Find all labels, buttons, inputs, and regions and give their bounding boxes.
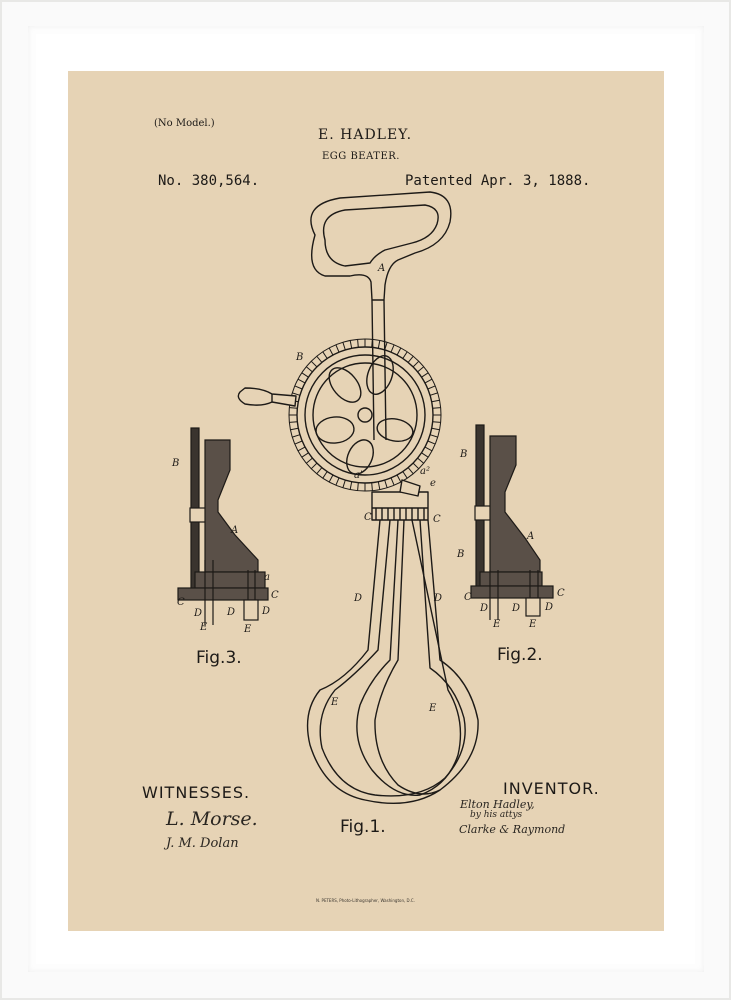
gear-tooth — [292, 435, 300, 437]
gear-tooth — [418, 458, 424, 463]
fig1-caption: Fig.1. — [340, 817, 386, 837]
part-label-a2-fig1: a² — [420, 466, 430, 477]
part-label-c1-fig1: C — [364, 512, 372, 523]
part-label-d1-fig1: D — [354, 593, 363, 604]
part-label-b2-fig2: B — [457, 549, 465, 560]
patent-date: Patented Apr. 3, 1888. — [405, 173, 591, 189]
part-label-d1-fig2: D — [480, 603, 489, 614]
part-label-c2-fig1: C — [433, 514, 441, 525]
fig2-cross-section — [471, 425, 553, 620]
gear-tooth — [289, 422, 297, 423]
part-label-e2-fig2: E — [529, 619, 537, 630]
gear-tooth — [329, 348, 333, 355]
fig1-gear-wheel — [297, 347, 433, 483]
part-label-e2-fig1: E — [429, 703, 437, 714]
gear-tooth — [378, 482, 380, 490]
gear-tooth — [298, 447, 305, 451]
gear-tooth — [433, 422, 441, 423]
gear-tooth — [350, 482, 352, 490]
witness-signature-1: L. Morse. — [166, 808, 258, 830]
part-label-d1-fig3: D — [194, 608, 203, 619]
part-label-b-fig3: B — [172, 458, 180, 469]
part-label-c2-fig3: C — [271, 590, 279, 601]
gear-tooth — [298, 379, 305, 383]
gear-tooth — [295, 386, 302, 389]
gear-tooth — [343, 480, 345, 488]
no-model-label: (No Model.) — [154, 118, 215, 129]
part-label-c2-fig2: C — [557, 588, 565, 599]
part-label-d2-fig3: D — [227, 607, 236, 618]
fig2-caption: Fig.2. — [497, 645, 543, 665]
gear-tooth — [302, 373, 309, 377]
part-label-b-fig1: B — [296, 352, 304, 363]
gear-tooth — [425, 379, 432, 383]
gear-tooth — [311, 361, 317, 367]
gear-tooth — [433, 408, 441, 409]
gear-tooth — [336, 478, 339, 485]
gear-tooth — [358, 483, 359, 491]
gear-tooth — [317, 468, 322, 474]
gear-tooth — [311, 463, 317, 469]
gear-tooth — [306, 367, 312, 372]
gear-tooth — [428, 386, 435, 389]
gear-tooth — [432, 428, 440, 430]
fig1-handle — [311, 192, 451, 440]
part-label-e1-fig3: E — [200, 622, 208, 633]
gear-tooth — [425, 447, 432, 451]
gear-tooth — [358, 339, 359, 347]
part-label-e-fig1: e — [430, 478, 436, 489]
gear-tooth — [385, 480, 387, 488]
gear-tooth — [329, 475, 333, 482]
fig1-gear-teeth — [289, 339, 441, 491]
gear-tooth — [291, 428, 299, 430]
invention-title: EGG BEATER. — [322, 151, 400, 162]
gear-tooth — [430, 435, 438, 437]
fig1-pinion-block — [372, 480, 428, 520]
by-attorneys-note: by his attys — [470, 810, 523, 820]
gear-tooth — [397, 475, 401, 482]
part-label-a1-fig1: a' — [354, 470, 363, 481]
part-label-a-fig3: A — [231, 525, 239, 536]
gear-tooth — [422, 453, 429, 457]
gear-tooth — [408, 468, 413, 474]
gear-tooth — [372, 339, 373, 347]
inventor-signature: Elton Hadley, — [460, 798, 535, 811]
part-label-d2-fig1: D — [434, 593, 443, 604]
gear-tooth — [432, 400, 440, 402]
gear-tooth — [292, 393, 300, 395]
fig1-beater-wires — [308, 520, 479, 803]
gear-tooth — [289, 408, 297, 409]
gear-tooth — [413, 463, 419, 469]
gear-tooth — [403, 472, 407, 479]
fig3-caption: Fig.3. — [196, 648, 242, 668]
patent-number: No. 380,564. — [158, 173, 260, 189]
part-label-d3-fig2: D — [545, 602, 554, 613]
gear-tooth — [418, 367, 424, 372]
gear-tooth — [350, 341, 352, 349]
part-label-c1-fig3: C — [177, 597, 185, 608]
gear-tooth — [428, 441, 435, 444]
printer-credit: N. PETERS, Photo-Lithographer, Washington, D.C. — [316, 898, 415, 903]
gear-tooth — [403, 352, 407, 359]
witnesses-label: WITNESSES. — [142, 783, 251, 802]
part-label-e2-fig3: E — [244, 624, 252, 635]
gear-tooth — [295, 441, 302, 444]
gear-tooth — [391, 478, 394, 485]
attorneys-signature: Clarke & Raymond — [459, 823, 566, 836]
part-label-b1-fig2: B — [460, 449, 468, 460]
inventor-label: INVENTOR. — [503, 779, 600, 798]
gear-tooth — [378, 341, 380, 349]
fig3-cross-section — [178, 428, 271, 625]
part-label-a-small-fig3: a — [264, 572, 270, 583]
gear-tooth — [302, 453, 309, 457]
part-label-a-fig2: A — [527, 531, 535, 542]
gear-tooth — [413, 361, 419, 367]
part-label-e1-fig2: E — [493, 619, 501, 630]
gear-tooth — [422, 373, 429, 377]
part-label-d3-fig3: D — [262, 606, 271, 617]
part-label-e1-fig1: E — [331, 697, 339, 708]
gear-tooth — [317, 356, 322, 362]
gear-tooth — [343, 342, 345, 350]
part-label-d2-fig2: D — [512, 603, 521, 614]
gear-tooth — [323, 472, 327, 479]
fig1-crank-handle — [238, 388, 296, 406]
part-label-a-fig1: A — [378, 263, 386, 274]
gear-tooth — [397, 348, 401, 355]
gear-tooth — [391, 345, 394, 352]
gear-tooth — [430, 393, 438, 395]
gear-tooth — [306, 458, 312, 463]
witness-signature-2: J. M. Dolan — [166, 836, 239, 851]
gear-tooth — [372, 483, 373, 491]
inventor-name-heading: E. HADLEY. — [318, 127, 413, 143]
gear-tooth — [408, 356, 413, 362]
gear-tooth — [336, 345, 339, 352]
part-label-c1-fig2: C — [464, 592, 472, 603]
gear-tooth — [323, 352, 327, 359]
